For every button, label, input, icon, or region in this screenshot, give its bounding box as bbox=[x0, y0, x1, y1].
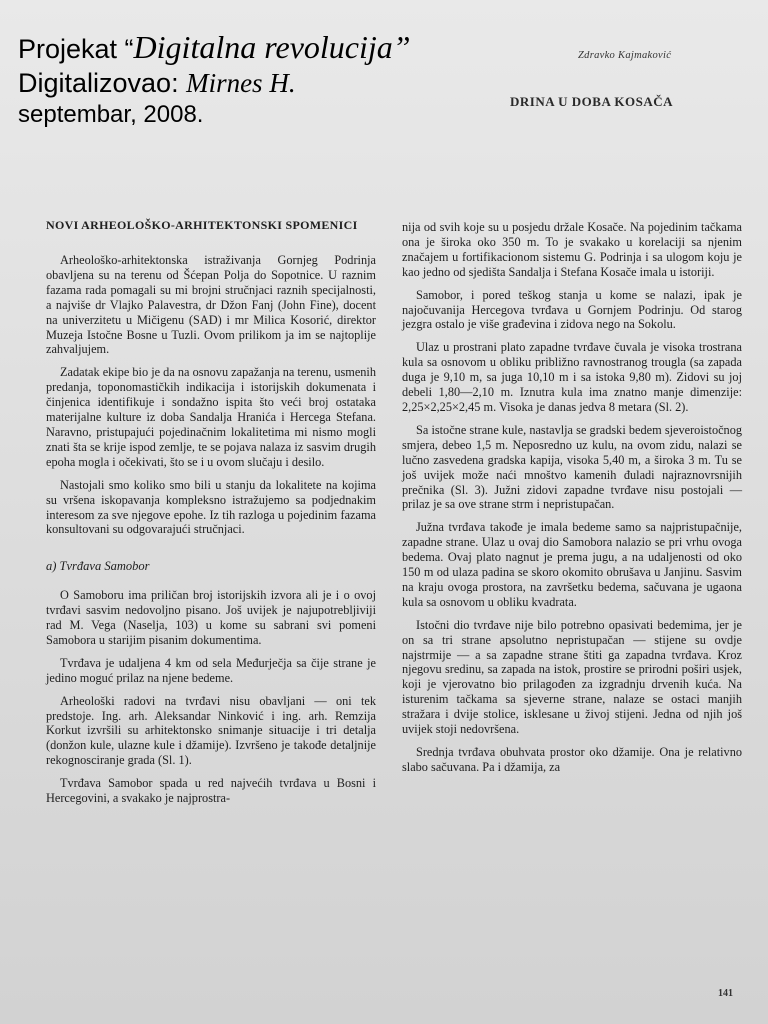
digitization-banner bbox=[18, 30, 498, 130]
paragraph: Tvrđava je udaljena 4 km od sela Međurječja sa čije strane je jedino moguć prilaz na njene bedeme. bbox=[46, 655, 376, 685]
subsection-title: a) Tvrđava Samobor bbox=[46, 559, 150, 574]
digitized-label: Digitalizovao: bbox=[18, 68, 187, 98]
paragraph-continuation: nija od svih koje su u posjedu držale Kosače. Na pojedinim tačkama ona je široka oko 350 m. To je svakako u korelaciji sa njenim značajem u fortifikacionom sistemu G. Podrinja i sa ulogom koju je kao jedno od sjedišta Sandalja i Stefana Kosače imala u istoriji. bbox=[402, 220, 742, 279]
digitized-date: septembar, 2008. bbox=[18, 101, 204, 128]
digitized-line bbox=[18, 66, 498, 100]
paragraph: Arheološko-arhitektonska istraživanja Gornjeg Podrinja obavljena su na terenu od Šćepan Polja do Sopotnice. U raznim fazama rada pomagali su mi brojni stručnjaci raznih specijalnosti, a najviše dr Vlajko Palavestra, dr Džon Fanj (John Fine), docent na univerzitetu u Mičigenu (SAD) i mr Milica Kosorić, direktor Muzeja Istočne Bosne u Tuzli. Ovom prilikom ja im se najtoplije zahvaljujem. bbox=[46, 253, 376, 357]
project-title: Digitalna revolucija bbox=[133, 29, 393, 65]
paragraph: Samobor, i pored teškog stanja u kome se nalazi, ipak je najočuvanija Hercegova tvrđava u Gornjem Podrinju. Od starog jezgra ostalo je više građevina i zidova nego na Sokolu. bbox=[402, 287, 742, 332]
paragraph: Nastojali smo koliko smo bili u stanju da lokalitete na kojima su vršena iskopavanja kompleksno istražujemo sa podjednakim interesom za sve njegove epohe. Iz tih razloga u pojedinim fazama konsultovani su odgovarajući stručnjaci. bbox=[46, 477, 376, 537]
book-title: DRINA U DOBA KOSAČA bbox=[510, 94, 673, 109]
project-line bbox=[18, 30, 498, 66]
author-name: Zdravko Kajmaković bbox=[578, 50, 672, 61]
paragraph: Tvrđava Samobor spada u red najvećih tvrđava u Bosni i Hercegovini, a svakako je najprostra- bbox=[46, 776, 376, 806]
left-column bbox=[46, 218, 376, 814]
section-title: NOVI ARHEOLOŠKO-ARHITEKTONSKI SPOMENICI bbox=[46, 218, 358, 232]
paragraph: Istočni dio tvrđave nije bilo potrebno opasivati bedemima, jer je on sa tri strane apsolutno nepristupačan — stijene su ovdje najstrmije — a sa zapadne strane štiti ga zapadna tvrđava. Kroz njegovu sredinu, sa zapada na istok, prostire se prirodni poširi usjek, koji je vjerovatno bio prilagođen za izgradnju drvenih kuća. Na isturenim tačkama sa sjeverne strane, nalaze se ostaci manjih stražara i dvije stolice, isklesane u živoj stijeni. Jedna od njih još uvijek stoji nedovršena. bbox=[402, 617, 742, 737]
paragraph: Južna tvrđava takođe je imala bedeme samo sa najpristupačnije, zapadne strane. Ulaz u ovaj dio Samobora nalazio se pri vrhu ovoga bedema. Ovaj plato nagnut je prema jugu, a na udaljenosti od oko 150 m od ulaza padina se skoro okomito obrušava u Janjinu. Sasvim na kraju ovoga prostora, na završetku bedema, sačuvana je ugaona kula sa osnovom u obliku kvadrata. bbox=[402, 520, 742, 609]
paragraph: Sa istočne strane kule, nastavlja se gradski bedem sjeveroistočnog smjera, debeo 1,5 m. Neposredno uz kulu, na ovom zidu, nalazi se lučno zasvedena gradska kapija, visoka 5,40 m, a široka 3 m. Tu se još uvijek može naći mnoštvo kamenih đuladi najraznovrsnijih prečnika (Sl. 3). Južni zidovi zapadne tvrđave nisu postojali — prilaz je sa ove strane strm i nepristupačan. bbox=[402, 422, 742, 512]
paragraph: Zadatak ekipe bio je da na osnovu zapažanja na terenu, usmenih predanja, toponomastičkih indikacija i istorijskih dokumenata i činjenica identifikuje i sondažno ispita što veći broj ostataka materijalne kulture iz doba Sandalja Hranića i Hercega Stefana. Naravno, pristupajući pojedinačnim lokalitetima mi nismo mogli znati šta se krije ispod zemlje, te se pojava nalaza iz sasvim drugih epoha mogla i očekivati, što se i u ovom slučaju i desilo. bbox=[46, 365, 376, 469]
paragraph: Arheološki radovi na tvrđavi nisu obavljani — oni tek predstoje. Ing. arh. Aleksandar Ninković i ing. arh. Remzija Korkut izvršili su arhitektonsko snimanje situacije i tri detalja (donžon kule, ulazne kule i džamije). Izvršeno je takođe detaljnije rekognosciranje grada (Sl. 1). bbox=[46, 693, 376, 768]
right-column bbox=[402, 220, 742, 783]
project-suffix: ” bbox=[392, 29, 411, 65]
paragraph: Ulaz u prostrani plato zapadne tvrđave čuvala je visoka trostrana kula sa osnovom u obliku približno ravnostranog trougla (sa zapada duga je 9,10 m, sa juga 10,10 m i sa istoka 9,80 m). Zidovi su joj debeli 1,80—2,10 m. Iznutra kula ima znatno manje dimenzije: 2,25×2,25×2,45 m. Visoka je danas jedva 8 metara (Sl. 2). bbox=[402, 340, 742, 414]
project-prefix: Projekat “ bbox=[18, 34, 134, 64]
digitized-by: Mirnes H. bbox=[186, 68, 296, 98]
page-number: 141 bbox=[718, 988, 733, 999]
paragraph: Srednja tvrđava obuhvata prostor oko džamije. Ona je relativno slabo sačuvana. Pa i džamija, za bbox=[402, 745, 742, 774]
paragraph: O Samoboru ima priličan broj istorijskih izvora ali je i o ovoj tvrđavi sasvim nedovoljno pisano. Još uvijek je najupotrebljiviji rad M. Vega (Naselja, 103) u kome su sabrani svi pomeni Samobora u starijim pisanim dokumentima. bbox=[46, 588, 376, 647]
